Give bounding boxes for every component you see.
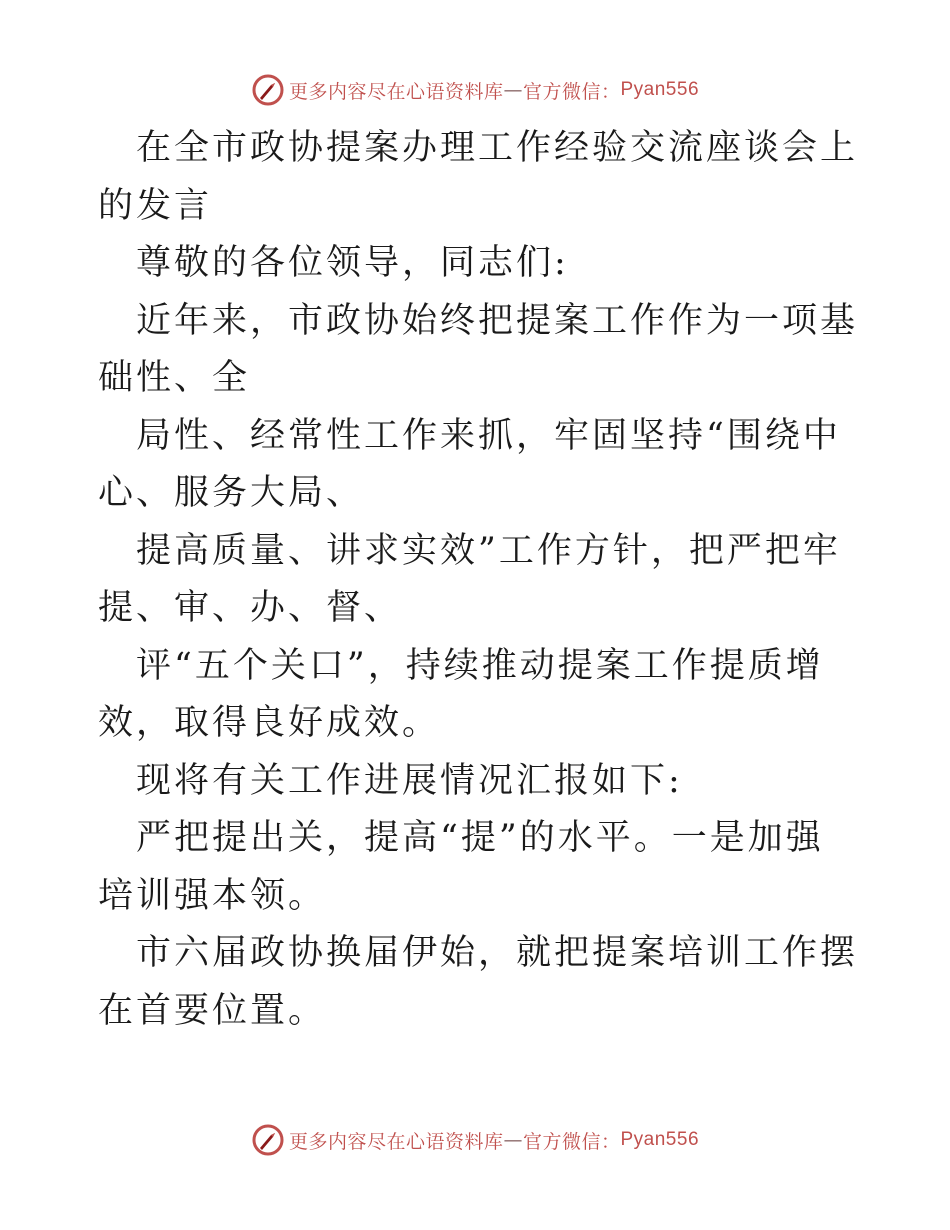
paragraph-line: 市六届政协换届伊始，就把提案培训工作摆在首要位置。 xyxy=(98,933,859,1031)
header-banner xyxy=(0,70,950,110)
paragraph-line: 评“五个关口”，持续推动提案工作提质增效，取得良好成效。 xyxy=(98,645,824,743)
paragraph-line: 提高质量、讲求实效”工作方针，把严把牢提、审、办、督、 xyxy=(98,530,841,628)
banner-dash: — xyxy=(503,1129,523,1151)
banner-main-text: 更多内容尽在心语资料库 xyxy=(288,80,504,103)
banner-handle: Pyan556 xyxy=(620,79,700,100)
banner-dash: — xyxy=(503,79,523,101)
pen-logo-icon xyxy=(251,73,285,107)
banner-official-text: 官方微信： xyxy=(522,80,621,103)
paragraph-line: 近年来，市政协始终把提案工作作为一项基础性、全 xyxy=(98,300,859,398)
pen-logo-icon xyxy=(251,1123,285,1157)
paragraph-line: 严把提出关，提高“提”的水平。一是加强培训强本领。 xyxy=(98,818,824,916)
paragraph-line: 现将有关工作进展情况汇报如下: xyxy=(136,760,683,801)
banner-official-text: 官方微信： xyxy=(522,1130,621,1153)
footer-banner xyxy=(0,1120,950,1160)
paragraph-line: 局性、经常性工作来抓，牢固坚持“围绕中心、服务大局、 xyxy=(98,415,841,513)
banner-handle: Pyan556 xyxy=(620,1129,700,1150)
salutation: 尊敬的各位领导，同志们: xyxy=(136,243,569,283)
banner-main-text: 更多内容尽在心语资料库 xyxy=(288,1130,504,1153)
document-title: 在全市政协提案办理工作经验交流座谈会上的发言 xyxy=(98,128,859,226)
document-body xyxy=(98,120,858,1040)
